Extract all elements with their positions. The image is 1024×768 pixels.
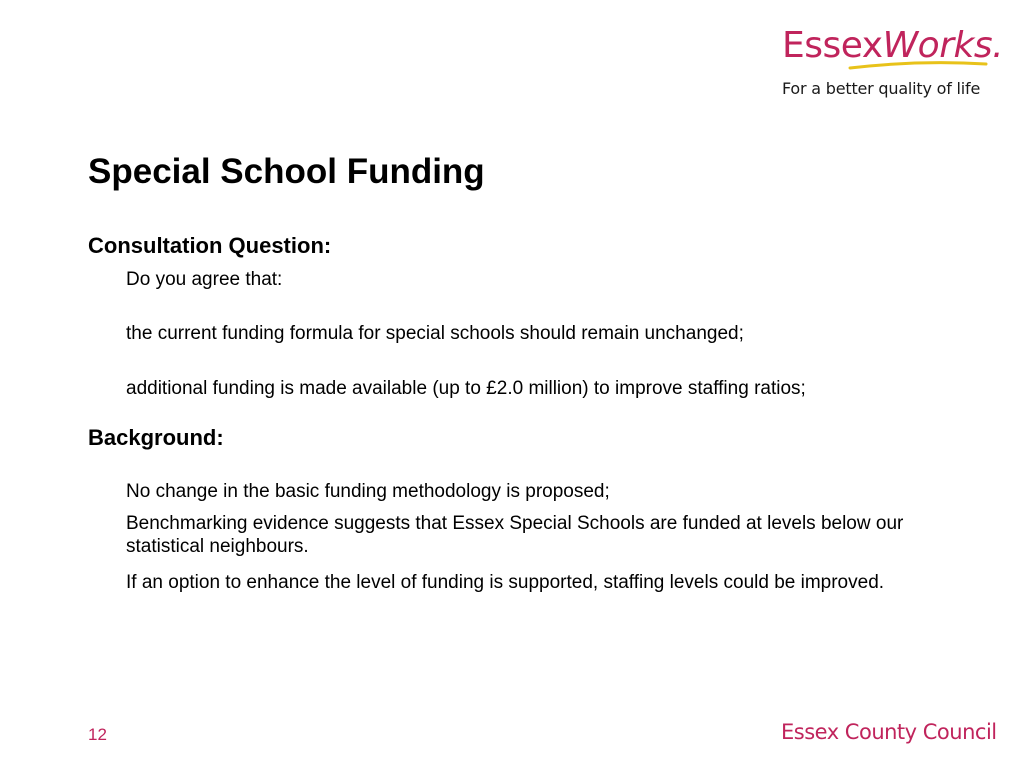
logo-swoosh-icon — [848, 58, 988, 72]
consultation-heading: Consultation Question: — [88, 233, 332, 258]
consultation-point: the current funding formula for special schools should remain unchanged; — [126, 323, 744, 344]
logo-wordmark-prefix: Essex — [782, 25, 883, 66]
consultation-point: additional funding is made available (up to £2.0 million) to improve staffing ratios; — [126, 378, 806, 399]
logo-tagline: For a better quality of life — [782, 79, 981, 98]
essex-county-council-logo: Essex County Council — [781, 720, 997, 744]
slide-title: Special School Funding — [88, 152, 485, 191]
consultation-intro: Do you agree that: — [126, 269, 283, 290]
background-point: No change in the basic funding methodology is proposed; — [126, 481, 610, 502]
essexworks-logo — [778, 22, 1004, 102]
background-point: If an option to enhance the level of funding is supported, staffing levels could be improved. — [126, 572, 885, 593]
page-number: 12 — [88, 725, 107, 744]
logo-wordmark-suffix: Works. — [882, 25, 1004, 66]
background-point: Benchmarking evidence suggests that Essex Special Schools are funded at levels below our statistical neighbours. — [126, 513, 904, 557]
background-heading: Background: — [88, 425, 224, 450]
